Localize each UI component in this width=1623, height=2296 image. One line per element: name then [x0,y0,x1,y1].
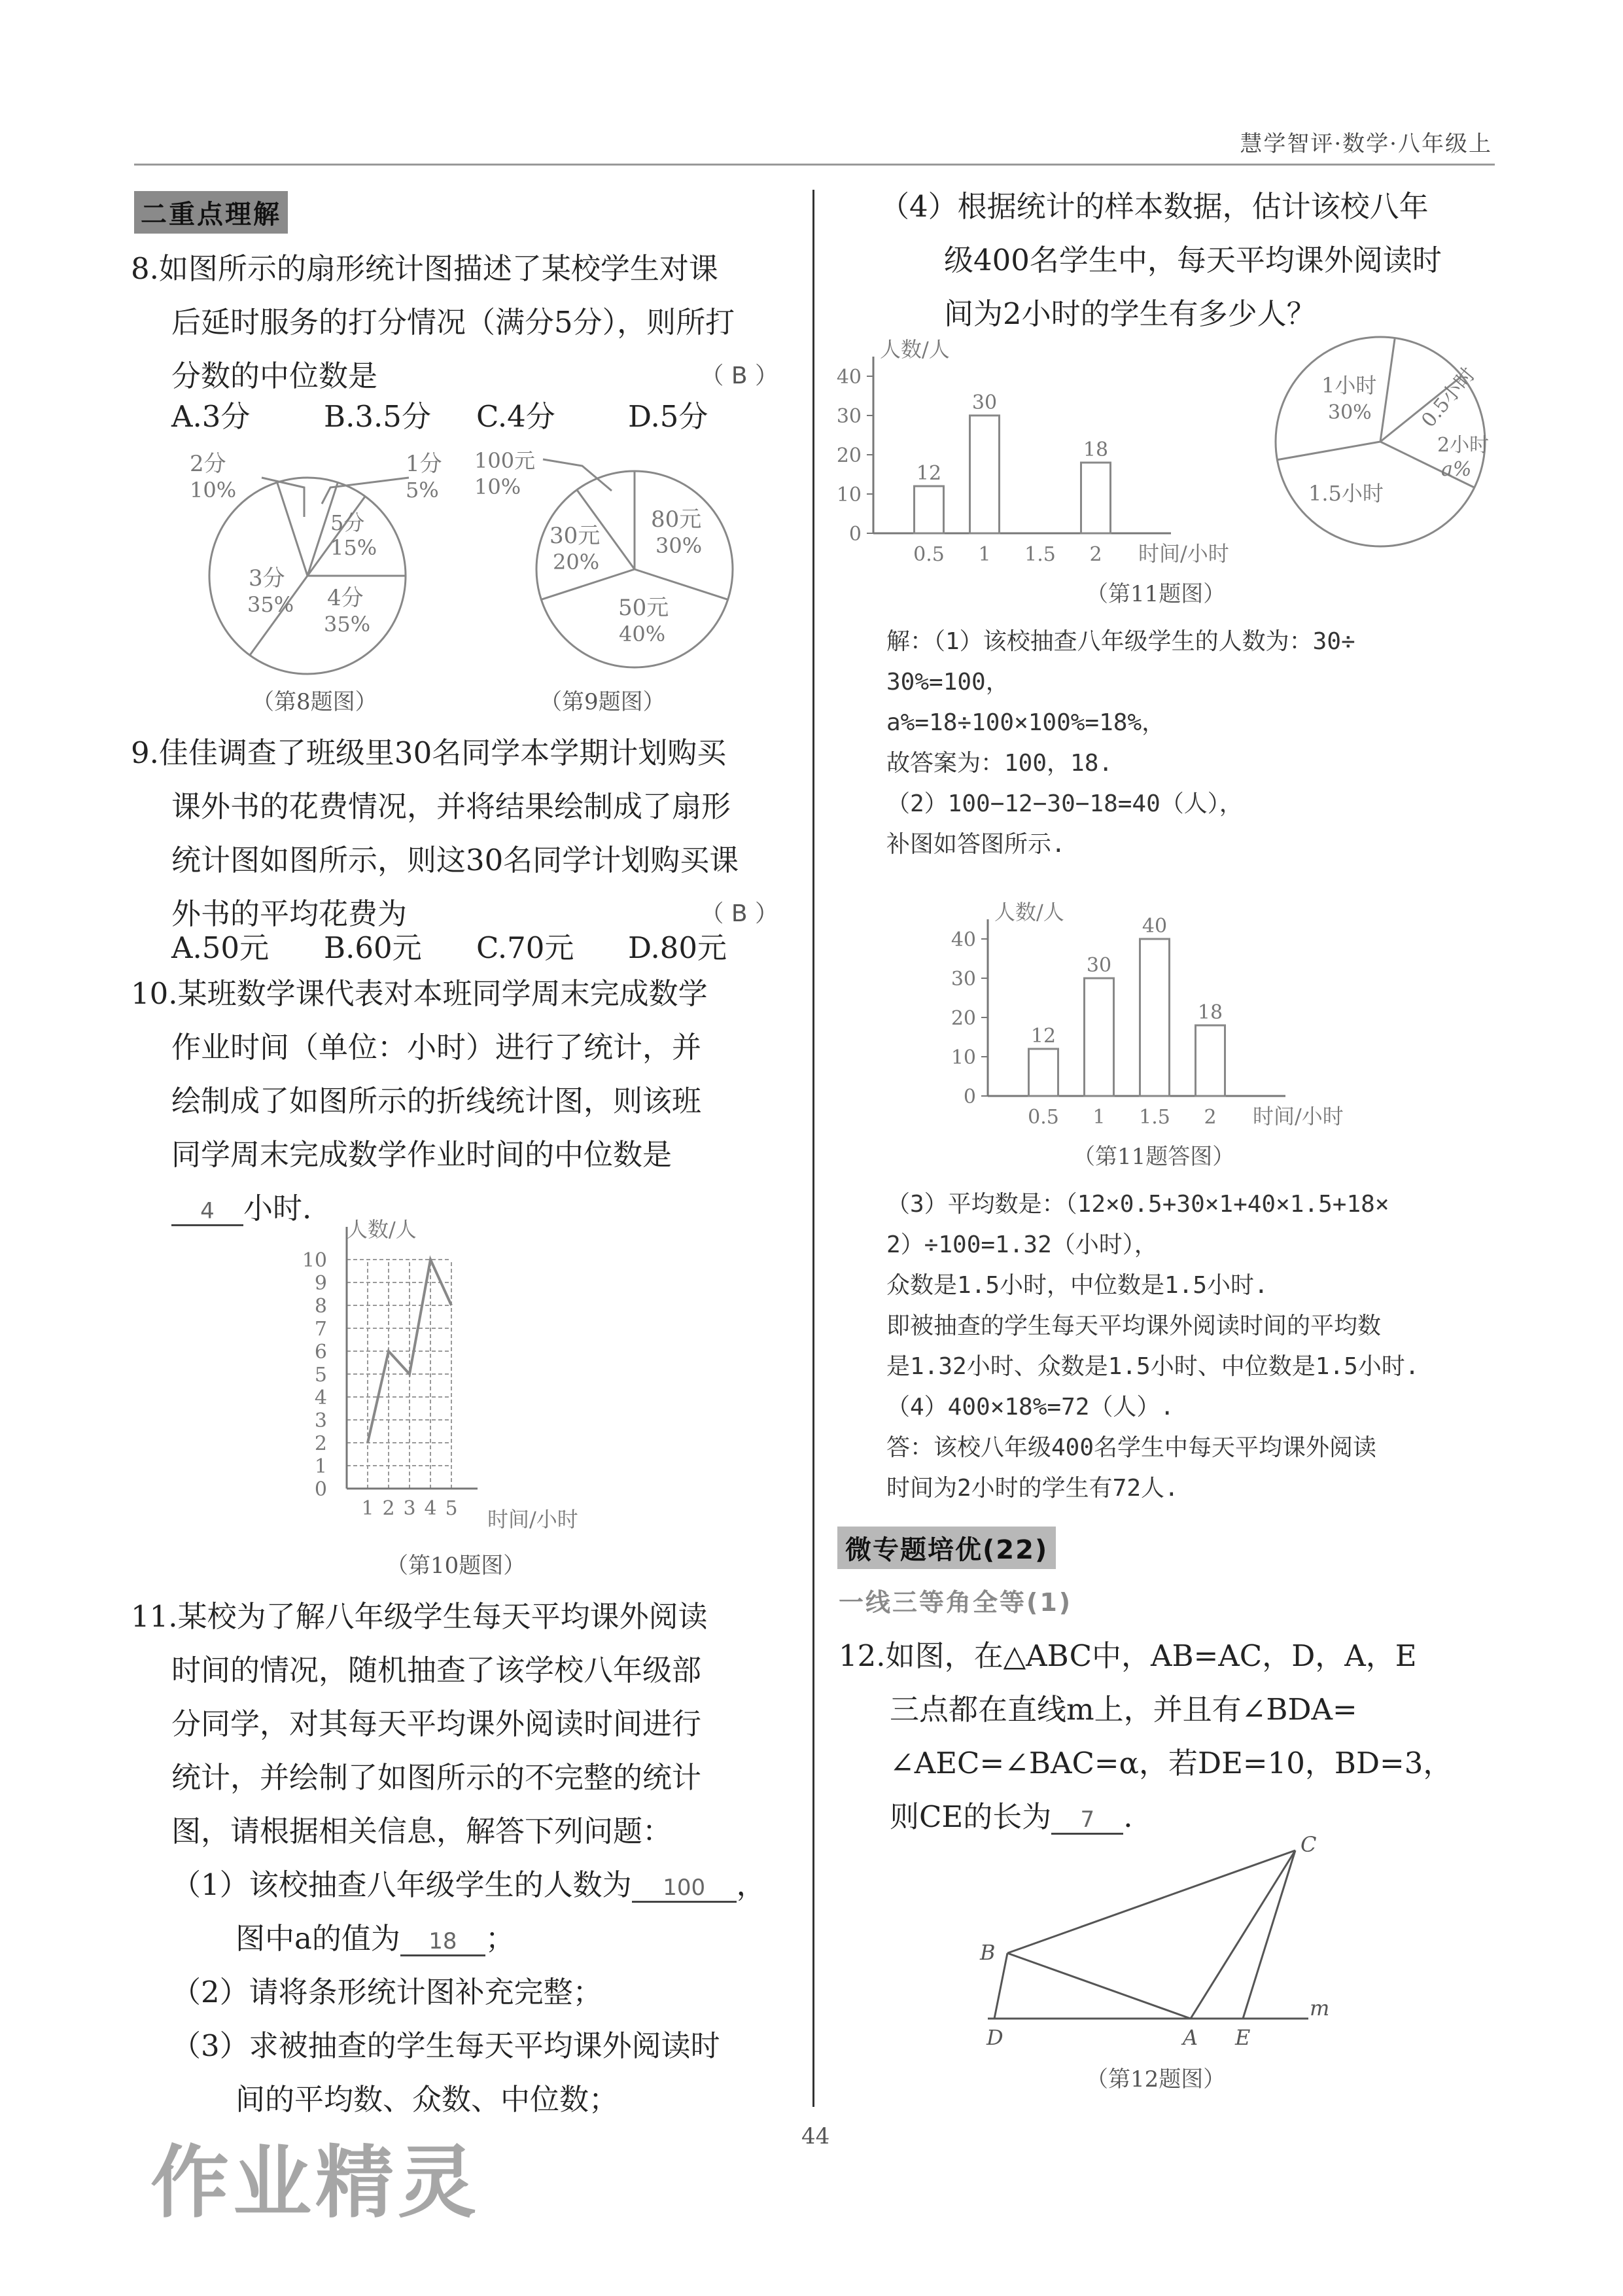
bar [1140,939,1170,1096]
bar-value-label: 30 [1086,954,1112,977]
q11-part-4c: 间为2小时的学生有多少人？ [944,296,1316,331]
bar-x-tick-label: 0.5 [1028,1106,1059,1129]
bar-y-tick-label: 10 [836,484,862,506]
q8-option-a: A.3分 [171,399,251,434]
pie8-slice-pct: 35% [247,592,294,617]
segment-EC [1243,1850,1295,2019]
bar-xlabel: 时间/小时 [1253,1104,1344,1129]
pie9-slice-pct: 20% [553,550,600,574]
lc-y-tick-label: 3 [314,1409,327,1432]
q8-pie-chart [170,451,445,694]
solution-line: 补图如答图所示. [886,831,1066,858]
q12-last-text: 则CE的长为 [890,1799,1052,1834]
q9-line: 课外书的花费情况，并将结果绘制成了扇形 [171,789,731,824]
q8-option-b: B.3.5分 [324,399,431,434]
pie8-slice-label: 2分 [190,451,226,477]
pie8-slice-boundary [277,482,307,576]
solution-line: （3）平均数是：（12×0.5+30×1+40×1.5+18× [886,1191,1389,1218]
bar-x-tick-label: 1 [978,543,991,566]
point-label-D: D [986,2025,1003,2050]
q10-line: 作业时间（单位：小时）进行了统计，并 [171,1030,702,1065]
pie9-slice-label: 30元 [550,523,601,549]
page-header-title: 慧学智评·数学·八年级上 [1240,131,1492,157]
question-12 [839,1629,1493,1844]
header-divider [134,164,1495,166]
solution-line: （2）100−12−30−18=40（人）， [886,790,1243,817]
q9-line-text: 外书的平均花费为 [171,896,408,931]
q11-part-3a: （3）求被抽查的学生每天平均课外阅读时 [171,2028,720,2063]
pie8-slice-label: 1分 [406,451,442,477]
line-label-m: m [1310,1996,1330,2021]
bar-y-tick-label: 30 [836,405,862,428]
q9-option-d: D.80元 [628,930,727,965]
segment-BA [1007,1953,1191,2019]
q12-answer-blank: 7 [1051,1807,1123,1835]
bar-y-tick-label: 0 [963,1086,976,1108]
q11-line: 分同学，对其每天平均课外阅读时间进行 [171,1706,702,1741]
q11-part-1a: （1）该校抽查八年级学生的人数为 100 ， [171,1867,766,1902]
pie9-slice-pct: 40% [619,622,666,646]
solution-line: 即被抽查的学生每天平均课外阅读时间的平均数 [886,1313,1382,1339]
lc-y-tick-label: 8 [314,1295,327,1318]
pie9-slice-pct: 30% [655,533,703,558]
solution-line: （4）400×18%=72（人）. [886,1394,1175,1421]
q8-answer: B [731,362,748,389]
q12-geometry-figure [968,1826,1348,2061]
bar-y-tick-label: 30 [951,968,976,991]
bar-y-tick-label: 20 [951,1007,976,1030]
pie9-leader-line [543,459,612,491]
lc-x-tick-label: 3 [403,1497,416,1520]
lc-y-tick-label: 9 [314,1272,327,1295]
q10-figure-caption: （第10题图） [386,1553,526,1579]
bar-value-label: 12 [1030,1025,1056,1048]
bar [1081,463,1111,533]
pie11-slice-label: 1小时 [1321,373,1377,398]
q11-part-4b: 级400名学生中，每天平均课外阅读时 [944,243,1442,277]
bar-y-tick-label: 10 [951,1046,976,1069]
q11-solution-part1 [886,622,1501,865]
q11-line: 时间的情况，随机抽查了该学校八年级部 [171,1653,702,1687]
q11-answer-figure-caption: （第11题答图） [1073,1144,1235,1170]
pie9-slice-pct: 10% [474,474,521,499]
bar-value-label: 30 [971,391,998,414]
question-8 [131,242,785,403]
q11-bar-chart [831,324,1263,586]
q11-pie-chart [1259,324,1501,559]
bar-y-tick-label: 0 [848,523,862,546]
pie8-slice-pct: 35% [324,612,371,637]
bar-y-tick-label: 40 [951,928,976,951]
bar-x-tick-label: 0.5 [913,543,945,566]
pie9-slice-label: 80元 [651,506,702,533]
bar [1196,1025,1225,1096]
q12-line: 三点都在直线m上，并且有∠BDA= [890,1692,1357,1727]
watermark: 作业精灵 [150,2138,480,2229]
q9-option-b: B.60元 [324,930,422,965]
q11-part-2: （2）请将条形统计图补充完整； [171,1975,602,2009]
bar-y-tick-label: 40 [836,366,862,389]
bar-y-tick-label: 20 [836,444,862,467]
q11-line: 图，请根据相关信息，解答下列问题： [171,1814,672,1848]
section-label-key-understanding: 二重点理解 [134,191,288,234]
pie11-slice-pct: a% [1441,458,1472,481]
point-label-E: E [1235,2025,1251,2050]
solution-line: 30%=100， [886,669,1009,696]
pie9-slice-label: 50元 [618,595,669,621]
q9-figure-caption: （第9题图） [540,689,665,715]
pie8-slice-label: 5分 [330,510,365,535]
solution-line: 是1.32小时、众数是1.5小时、中位数是1.5小时. [886,1353,1420,1380]
bar-x-tick-label: 1.5 [1024,543,1056,566]
q9-line: 9.佳佳调查了班级里30名同学本学期计划购买 [131,735,727,770]
lc-xlabel: 时间/小时 [487,1507,578,1532]
segment-BC [1007,1850,1295,1953]
q10-line-chart [302,1214,621,1534]
solution-line: 2）÷100=1.32（小时）， [886,1231,1158,1258]
bar-ylabel: 人数/人 [880,337,950,362]
q10-line: 10.某班数学课代表对本班同学周末完成数学 [131,976,708,1011]
pie8-slice-label: 3分 [249,565,285,592]
bar-xlabel: 时间/小时 [1138,541,1229,566]
pie8-slice-label: 4分 [327,585,364,611]
lc-y-tick-label: 10 [302,1249,327,1272]
q8-line-text: 分数的中位数是 [171,359,378,393]
pie9-slice-label: 100元 [474,448,536,473]
lc-y-tick-label: 0 [314,1478,327,1501]
solution-line: 答：该校八年级400名学生中每天平均课外阅读 [886,1434,1377,1461]
bar [970,415,1000,533]
pie8-slice-pct: 10% [190,478,237,503]
bar-x-tick-label: 1 [1092,1106,1106,1129]
segment-BD [994,1953,1007,2019]
lc-x-tick-label: 5 [445,1497,458,1520]
bar [1029,1049,1058,1096]
lc-y-tick-label: 2 [314,1432,327,1455]
lc-y-tick-label: 7 [314,1318,327,1341]
solution-line: 解：（1）该校抽查八年级学生的人数为：30÷ [886,628,1355,655]
bar-x-tick-label: 1.5 [1139,1106,1170,1129]
q9-option-c: C.70元 [476,930,574,965]
bar-value-label: 18 [1197,1001,1223,1024]
q10-tail: 小时. [243,1191,312,1226]
solution-line: 故答案为：100，18. [886,750,1113,777]
q8-line: 8.如图所示的扇形统计图描述了某校学生对课 [131,251,718,286]
q11-answer-blank-2: 18 [400,1928,485,1956]
solution-line: a%=18÷100×100%=18%， [886,709,1166,736]
column-divider [812,190,814,2107]
pie11-slice-boundary [1277,442,1380,460]
pie8-slice-pct: 5% [406,478,439,503]
point-label-C: C [1300,1832,1317,1857]
lc-y-tick-label: 1 [314,1455,327,1478]
bar-x-tick-label: 2 [1204,1106,1217,1129]
lc-x-tick-label: 4 [424,1497,437,1520]
question-10 [131,967,785,1235]
q9-answer: B [731,900,748,927]
q8-answer-bracket: （ B ） [700,362,778,389]
bar [915,486,944,533]
q11-answer-blank-1: 100 [632,1875,737,1903]
subsection-label: 一线三等角全等(1) [839,1588,1073,1617]
solution-line: 时间为2小时的学生有72人. [886,1475,1179,1502]
pie11-slice-label: 0.5小时 [1417,363,1480,433]
solution-line: 众数是1.5小时，中位数是1.5小时. [886,1272,1268,1299]
q11-answer-bar-chart [935,880,1406,1142]
q12-line: ∠AEC=∠BAC=α，若DE=10，BD=3， [890,1746,1453,1780]
q11-part-1b-text: 图中a的值为 [236,1921,400,1956]
question-9 [131,726,785,941]
q11-part-1a-text: （1）该校抽查八年级学生的人数为 [171,1867,632,1902]
pie11-slice-label: 2小时 [1437,434,1490,457]
lc-x-tick-label: 1 [361,1497,374,1520]
q9-line: 统计图如图所示，则这30名同学计划购买课 [171,843,739,877]
point-label-B: B [980,1940,996,1965]
q8-figure-caption: （第8题图） [252,689,377,715]
lc-ylabel: 人数/人 [347,1217,417,1242]
q12-line: 12.如图，在△ABC中，AB=AC，D，A，E [839,1638,1417,1673]
q8-option-c: C.4分 [476,399,555,434]
bar-ylabel: 人数/人 [994,900,1064,925]
lc-y-tick-label: 5 [314,1364,327,1386]
q11-line: 11.某校为了解八年级学生每天平均课外阅读 [131,1599,708,1634]
q10-answer-blank: 4 [171,1198,243,1226]
q10-line: 绘制成了如图所示的折线统计图，则该班 [171,1084,702,1118]
lc-y-tick-label: 4 [314,1386,327,1409]
pie8-slice-pct: 15% [330,535,377,560]
pie11-slice-boundary [1380,338,1395,442]
segment-AC [1191,1850,1295,2019]
q8-option-d: D.5分 [628,399,708,434]
q10-line: 同学周末完成数学作业时间的中位数是 [171,1137,672,1172]
section-label-special-topic: 微专题培优(22) [837,1527,1056,1569]
q8-line: 后延时服务的打分情况（满分5分），则所打 [171,305,735,340]
page-number: 44 [801,2123,830,2149]
pie11-slice-pct: 30% [1328,401,1372,424]
lc-y-tick-label: 6 [314,1341,327,1364]
q9-option-a: A.50元 [171,930,270,965]
bar-value-label: 18 [1083,438,1109,461]
bar-x-tick-label: 2 [1089,543,1102,566]
q9-answer-bracket: （ B ） [700,900,778,927]
q9-pie-chart [471,445,746,687]
point-label-A: A [1183,2025,1198,2050]
q11-solution-part2 [886,1184,1501,1509]
q11-part-4a: （4）根据统计的样本数据，估计该校八年 [880,189,1429,224]
q12-figure-caption: （第12题图） [1086,2066,1226,2093]
pie11-slice-label: 1.5小时 [1308,481,1384,506]
q12-answer-line: 则CE的长为 7 . [890,1799,1133,1834]
bar-value-label: 40 [1142,915,1168,938]
q11-part-4 [880,180,1501,341]
question-11 [131,1590,785,2127]
lc-x-tick-label: 2 [382,1497,395,1520]
q11-part-1b: 图中a的值为 18 ； [236,1921,515,1956]
q11-line: 统计，并绘制了如图所示的不完整的统计 [171,1760,702,1795]
q11-figure-caption: （第11题图） [1086,581,1226,607]
bar [1085,978,1114,1096]
bar-value-label: 12 [916,462,942,485]
q11-part-3b: 间的平均数、众数、中位数； [236,2082,619,2117]
